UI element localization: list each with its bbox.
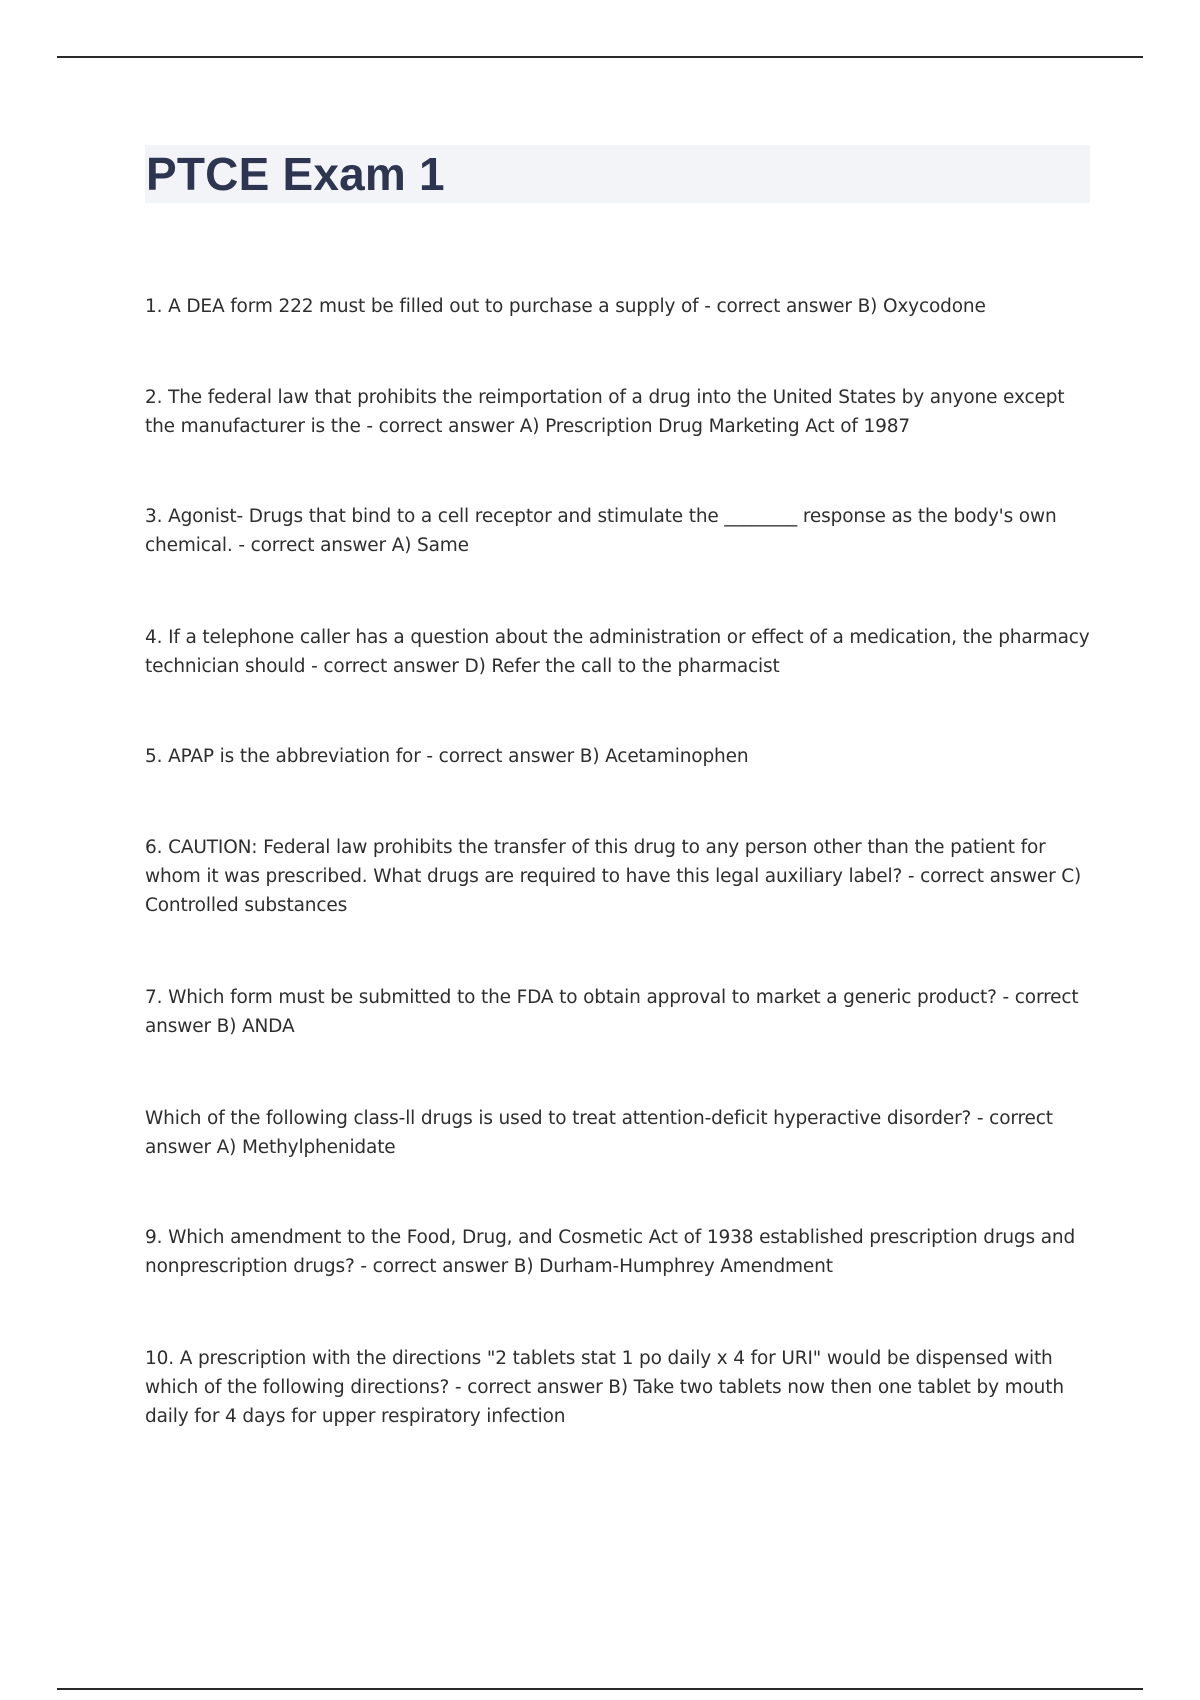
- bottom-divider: [57, 1688, 1143, 1690]
- question-8: Which of the following class-ll drugs is used to treat attention-deficit hyperactive disorder? - correct answer A) Methylphenidate: [145, 1108, 1053, 1158]
- question-1: 1. A DEA form 222 must be filled out to purchase a supply of - correct answer B) Oxycodone: [145, 296, 986, 317]
- question-4: 4. If a telephone caller has a question about the administration or effect of a medication, the pharmacy technician should - correct answer D) Refer the call to the pharmacist: [145, 627, 1090, 677]
- question-10: 10. A prescription with the directions "2 tablets stat 1 po daily x 4 for URI" would be dispensed with which of the following directions? - correct answer B) Take two tablets now then one tablet by mouth daily for 4 days for upper respiratory infection: [145, 1348, 1064, 1427]
- question-7: 7. Which form must be submitted to the FDA to obtain approval to market a generic product? - correct answer B) ANDA: [145, 987, 1079, 1037]
- question-2: 2. The federal law that prohibits the reimportation of a drug into the United States by anyone except the manufacturer is the - correct answer A) Prescription Drug Marketing Act of 1987: [145, 387, 1065, 437]
- page-title: PTCE Exam 1: [146, 148, 445, 200]
- question-6: 6. CAUTION: Federal law prohibits the transfer of this drug to any person other than the patient for whom it was prescribed. What drugs are required to have this legal auxiliary label? - correct answer C) Controlled substances: [145, 837, 1082, 916]
- top-divider: [57, 56, 1143, 58]
- question-5: 5. APAP is the abbreviation for - correct answer B) Acetaminophen: [145, 746, 749, 767]
- question-9: 9. Which amendment to the Food, Drug, and Cosmetic Act of 1938 established prescription drugs and nonprescription drugs? - correct answer B) Durham-Humphrey Amendment: [145, 1227, 1076, 1277]
- question-3: 3. Agonist- Drugs that bind to a cell receptor and stimulate the ________ response as the body's own chemical. - correct answer A) Same: [145, 506, 1057, 556]
